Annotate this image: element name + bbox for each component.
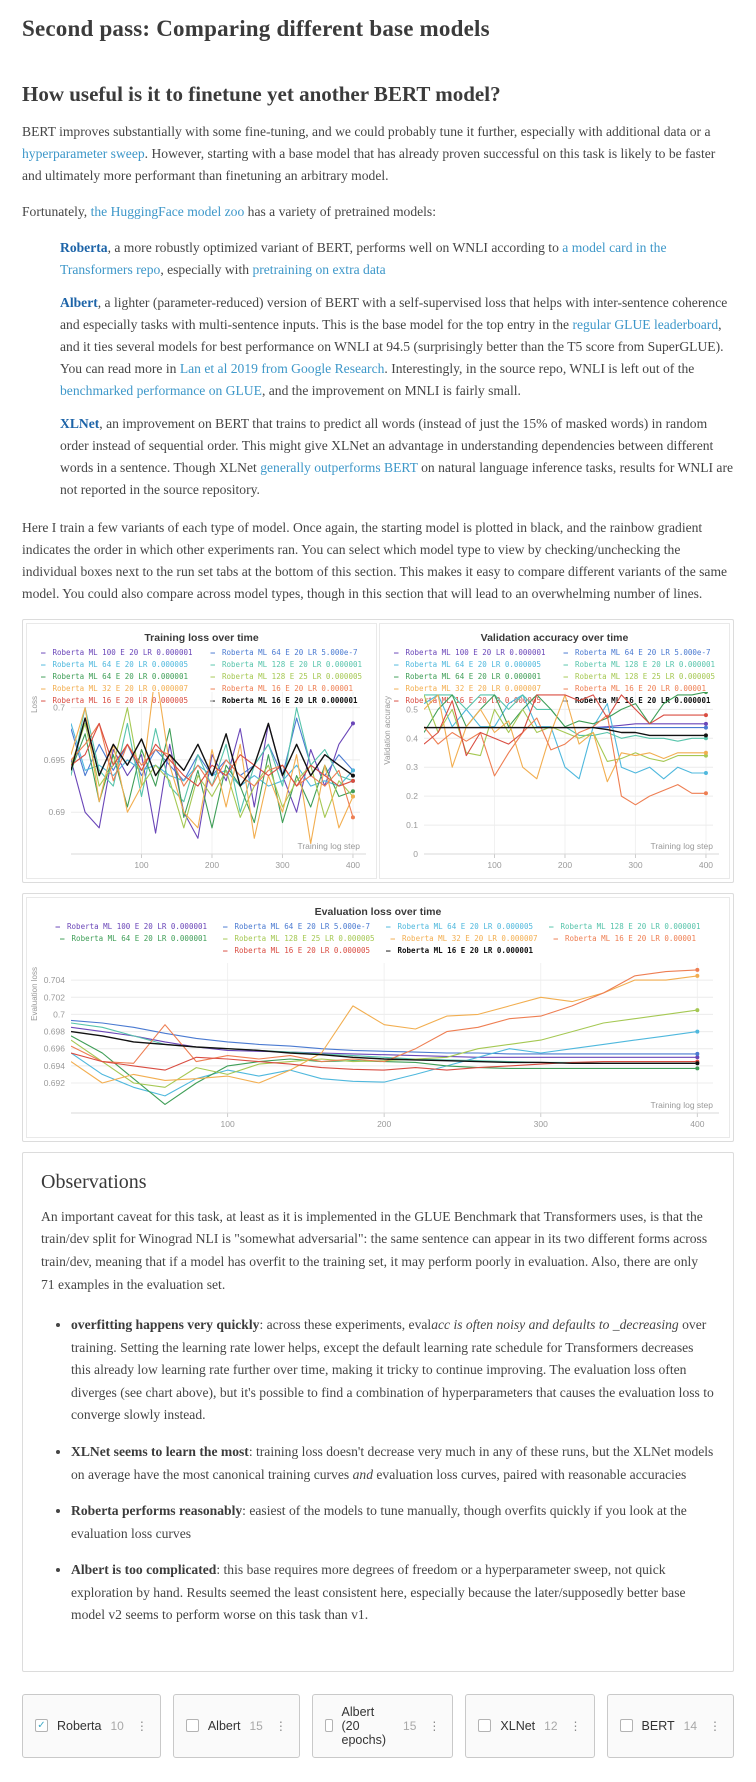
legend-label: Roberta ML 16 E 20 LR 0.00001 (575, 683, 706, 693)
svg-text:Validation accuracy: Validation accuracy (383, 696, 392, 766)
observations-intro (41, 1206, 715, 1296)
bold-text: overfitting happens very quickly (71, 1317, 260, 1333)
kebab-menu-icon[interactable]: ⋮ (569, 1718, 582, 1733)
legend-swatch-icon: — (386, 922, 391, 932)
run-count: 15 (403, 1718, 417, 1733)
legend-swatch-icon: — (548, 922, 554, 932)
legend-item[interactable] (41, 672, 193, 683)
text-span: . However, starting with a base model that has already proven successful on this task is likely to be faster and ultimately more performant than finetuning an arbitrary model. (22, 146, 716, 184)
text-span: Here I train a few variants of each type of model. Once again, the starting model is plotted in black, and the rainbow gradient indicates the order in which other experiments ran. You can select which model type to view by checking/unchecking the individual boxes next to the run set tabs at the bottom of this section. This makes it easy to compare different variants of the same model. You could also compare across model types, though in this section that will lead to an overwhelming number of lines. (22, 520, 728, 602)
legend-item[interactable] (564, 672, 716, 683)
legend-label: Roberta ML 16 E 20 LR 0.00001 (222, 683, 353, 693)
svg-text:200: 200 (204, 860, 220, 871)
section-title: How useful is it to finetune yet another BERT model? (22, 82, 501, 106)
observations-heading: Observations (41, 1170, 147, 1193)
svg-text:100: 100 (220, 1118, 235, 1129)
chart-title-training-loss: Training loss over time (144, 632, 259, 645)
text-span: An important caveat for this task, at least as it is implemented in the GLUE Benchmark that Transformers uses, is that the train/dev split for Winograd NLI is "somewhat adversarial": the same sentence can appear in its two different forms across train/dev, meaning that if a model has overfit to the training set, it may perform poorly in evaluation. Also, there are only 71 examples in the evaluation set. (41, 1208, 708, 1292)
text-span: , and it ties several models for best performance on WNLI at 94.5 (surprisingly better than the T5 score from SuperGLUE). You can read more in (60, 317, 724, 377)
svg-text:0.692: 0.692 (43, 1077, 65, 1088)
fortunately-paragraph (22, 201, 734, 223)
svg-text:Training log step: Training log step (297, 841, 360, 852)
legend-swatch-icon: — (41, 660, 46, 670)
legend-label: Roberta ML 64 E 20 LR 0.000001 (71, 934, 208, 944)
legend-label: Roberta ML 128 E 25 LR 0.000005 (222, 672, 362, 682)
page-title: Second pass: Comparing different base models (22, 16, 490, 41)
run-set-bar (22, 1694, 734, 1758)
text-link[interactable]: generally outperforms BERT (260, 460, 418, 476)
legend-item[interactable] (394, 648, 546, 659)
legend-label: Roberta ML 128 E 20 LR 0.000001 (222, 660, 362, 670)
legend-swatch-icon: — (223, 934, 228, 944)
text-span: , a lighter (parameter-reduced) version of BERT with a self-supervised loss that helps with inter-sentence coherence and especially tasks with multi-sentence inputs. This is the base model for the top entry in the (60, 295, 728, 333)
legend-item[interactable] (391, 934, 538, 945)
legend-item[interactable] (554, 934, 696, 945)
run-set-label: XLNet (500, 1718, 536, 1733)
kebab-menu-icon[interactable]: ⋮ (135, 1718, 148, 1733)
legend-label: Roberta ML 64 E 20 LR 0.000001 (52, 672, 188, 682)
text-link[interactable]: regular GLUE leaderboard (572, 317, 719, 333)
legend-label: Roberta ML 16 E 20 LR 0.000001 (222, 695, 358, 705)
top-charts-row (22, 619, 734, 883)
legend-item[interactable] (223, 946, 370, 957)
svg-text:Loss: Loss (30, 696, 39, 714)
observation-item (71, 1314, 715, 1427)
text-span: , an improvement on BERT that trains to predict all words (instead of just the 15% of masked words) in random order instead of sequential order. This might give XLNet an advantage in understanding dependencies between different words in a sentence. Though XLNet (60, 416, 714, 476)
svg-text:300: 300 (628, 860, 643, 871)
legend-item[interactable] (549, 922, 701, 933)
text-link[interactable]: Lan et al 2019 from Google Research (179, 361, 385, 377)
model-item-roberta (60, 237, 734, 281)
legend-label: Roberta ML 16 E 20 LR 0.000005 (234, 946, 370, 956)
run-set-label: BERT (641, 1718, 675, 1733)
italic-text: and (352, 1466, 373, 1482)
legend-swatch-icon: — (390, 934, 396, 944)
chart-legend (27, 922, 729, 957)
legend-label: Roberta ML 128 E 20 LR 0.000001 (560, 922, 701, 932)
svg-text:Evaluation loss: Evaluation loss (30, 966, 39, 1021)
legend-item[interactable] (56, 922, 208, 933)
legend-swatch-icon: — (563, 660, 569, 670)
svg-text:0.696: 0.696 (43, 1043, 65, 1054)
svg-text:0.69: 0.69 (48, 807, 65, 818)
text-span: : easiest of the models to tune manually, though overfits quickly if you look at the evaluation loss curves (71, 1503, 687, 1541)
observation-item (71, 1559, 715, 1627)
legend-item[interactable] (41, 660, 193, 671)
legend-item[interactable] (564, 660, 716, 671)
legend-swatch-icon: — (210, 695, 216, 705)
legend-label: Roberta ML 100 E 20 LR 0.000001 (405, 648, 546, 658)
run-count: 15 (249, 1718, 263, 1733)
svg-text:300: 300 (533, 1118, 548, 1129)
observation-item (71, 1500, 715, 1545)
kebab-menu-icon[interactable]: ⋮ (428, 1718, 441, 1733)
legend-label: Roberta ML 64 E 20 LR 0.000005 (397, 922, 533, 932)
evaluation-loss-panel[interactable] (26, 897, 730, 1138)
legend-label: Roberta ML 16 E 20 LR 0.000005 (405, 695, 541, 705)
legend-swatch-icon: — (394, 683, 399, 693)
legend-swatch-icon: — (210, 648, 216, 658)
model-item-xlnet (60, 413, 734, 501)
svg-text:0.698: 0.698 (43, 1026, 65, 1037)
model-name: Albert (60, 295, 98, 311)
svg-text:0.4: 0.4 (406, 733, 418, 744)
svg-text:100: 100 (487, 860, 502, 871)
legend-label: Roberta ML 32 E 20 LR 0.000007 (52, 683, 188, 693)
legend-label: Roberta ML 64 E 20 LR 5.000e-7 (575, 648, 711, 658)
chart-title-validation-accuracy: Validation accuracy over time (480, 632, 629, 645)
bold-text: Roberta performs reasonably (71, 1503, 243, 1519)
chart-title-evaluation-loss: Evaluation loss over time (314, 906, 442, 919)
legend-swatch-icon: — (563, 683, 569, 693)
svg-text:400: 400 (698, 860, 714, 871)
legend-item[interactable] (223, 934, 375, 945)
run-set-tab-xlnet[interactable] (465, 1694, 594, 1758)
intro-paragraph (22, 121, 734, 187)
legend-swatch-icon: — (563, 672, 569, 682)
svg-text:200: 200 (377, 1118, 392, 1129)
run-count: 14 (683, 1718, 697, 1733)
svg-text:0: 0 (413, 849, 418, 860)
legend-swatch-icon: — (394, 648, 399, 658)
training-loss-panel[interactable] (26, 623, 377, 879)
run-count: 10 (110, 1718, 124, 1733)
svg-text:100: 100 (134, 860, 149, 871)
run-set-tab-bert[interactable] (607, 1694, 734, 1758)
legend-swatch-icon: — (60, 934, 65, 944)
kebab-menu-icon[interactable]: ⋮ (709, 1718, 721, 1733)
svg-text:Training log step: Training log step (650, 841, 713, 852)
text-link[interactable]: benchmarked performance on GLUE (60, 383, 262, 399)
svg-text:0.3: 0.3 (406, 762, 418, 773)
validation-accuracy-panel[interactable] (379, 623, 730, 879)
bold-text: XLNet seems to learn the most (71, 1443, 249, 1459)
text-span: over training. Setting the learning rate lower helps, except the default learning rate schedule for Transformers decreases this already low learning rate further over time, making it tricky to continue improving. The evaluation loss often diverges (see chart above), but it's possible to find a combination of hyperparameters that causes the evaluation loss to converge slowly instead. (71, 1317, 714, 1423)
legend-item[interactable] (211, 660, 363, 671)
svg-text:0.7: 0.7 (53, 1009, 65, 1020)
text-span: BERT improves substantially with some fine-tuning, and we could probably tune it further, especially with additional data or a (22, 124, 711, 139)
svg-text:0.7: 0.7 (53, 702, 65, 713)
bold-text: Albert is too complicated (71, 1562, 217, 1578)
legend-label: Roberta ML 16 E 20 LR 0.000005 (52, 695, 188, 705)
observations-list (41, 1314, 715, 1627)
svg-text:200: 200 (557, 860, 573, 871)
svg-text:Training log step: Training log step (650, 1099, 713, 1110)
legend-label: Roberta ML 100 E 20 LR 0.000001 (52, 648, 193, 658)
italic-text: acc is often noisy and defaults to _decreasing (431, 1317, 679, 1333)
legend-swatch-icon: — (55, 922, 61, 932)
svg-text:300: 300 (275, 860, 290, 871)
legend-label: Roberta ML 32 E 20 LR 0.000007 (402, 934, 538, 944)
legend-item[interactable] (386, 946, 533, 957)
svg-text:0.2: 0.2 (406, 791, 418, 802)
svg-text:0.1: 0.1 (406, 820, 418, 831)
legend-swatch-icon: — (563, 695, 569, 705)
run-set-checkbox[interactable] (325, 1719, 333, 1732)
legend-swatch-icon: — (210, 660, 216, 670)
legend-item[interactable] (394, 660, 546, 671)
run-set-checkbox[interactable] (186, 1719, 199, 1732)
svg-text:0.695: 0.695 (43, 755, 65, 766)
legend-item[interactable] (211, 672, 363, 683)
run-set-label: Roberta (57, 1718, 102, 1733)
chart-legend (380, 648, 729, 705)
text-span: : this base requires more degrees of freedom or a hyperparameter sweep, not quick exploration by hand. Results seemed the least consistent here, especially because the later/supposedly better base model v2 seems to perform worse on this task than v1. (71, 1562, 686, 1623)
legend-item[interactable] (211, 648, 363, 659)
run-set-tab-roberta[interactable] (22, 1694, 161, 1758)
eval-chart-row (22, 893, 734, 1142)
legend-label: Roberta ML 128 E 25 LR 0.000005 (575, 672, 715, 682)
model-name: XLNet (60, 416, 100, 432)
legend-swatch-icon: — (41, 672, 46, 682)
legend-item[interactable] (60, 934, 207, 945)
legend-swatch-icon: — (394, 660, 399, 670)
text-span: has a variety of pretrained models: (244, 204, 437, 220)
kebab-menu-icon[interactable]: ⋮ (274, 1718, 287, 1733)
run-set-tab-albert[interactable] (173, 1694, 300, 1758)
legend-swatch-icon: — (394, 672, 399, 682)
legend-label: Roberta ML 16 E 20 LR 0.000001 (397, 946, 533, 956)
text-span: . Interestingly, in the source repo, WNLI is left out of the (384, 361, 695, 377)
evaluation-loss-chart[interactable] (27, 957, 729, 1137)
run-set-checkbox[interactable] (620, 1719, 633, 1732)
legend-swatch-icon: — (553, 934, 559, 944)
text-span: on natural language inference tasks, results for WNLI are not reported in the source repository. (60, 460, 734, 498)
run-set-label: Albert (207, 1718, 241, 1733)
legend-swatch-icon: — (386, 946, 391, 956)
training-loss-chart[interactable] (27, 683, 376, 878)
svg-text:0.694: 0.694 (43, 1060, 65, 1071)
observations-panel (22, 1152, 734, 1672)
legend-item[interactable] (41, 648, 193, 659)
text-link[interactable]: pretraining on extra data (252, 262, 386, 278)
legend-label: Roberta ML 100 E 20 LR 0.000001 (67, 922, 208, 932)
legend-swatch-icon: — (223, 922, 228, 932)
legend-item[interactable] (223, 922, 370, 933)
model-name: Roberta (60, 240, 108, 256)
legend-swatch-icon: — (41, 648, 46, 658)
legend-swatch-icon: — (41, 695, 46, 705)
model-list (22, 237, 734, 501)
svg-text:400: 400 (345, 860, 361, 871)
svg-text:0.704: 0.704 (43, 975, 65, 986)
text-span: evaluation loss curves, paired with reasonable accuracies (372, 1466, 687, 1482)
legend-swatch-icon: — (41, 683, 46, 693)
text-link[interactable]: hyperparameter sweep (22, 146, 145, 162)
legend-swatch-icon: — (210, 672, 216, 682)
legend-swatch-icon: — (394, 695, 399, 705)
text-span: Fortunately, (22, 204, 91, 220)
legend-item[interactable] (394, 672, 546, 683)
text-link[interactable]: a model card in the Transformers repo (60, 240, 667, 278)
legend-label: Roberta ML 16 E 20 LR 0.00001 (565, 934, 696, 944)
svg-text:0.5: 0.5 (406, 704, 418, 715)
legend-label: Roberta ML 16 E 20 LR 0.000001 (575, 695, 711, 705)
svg-text:400: 400 (690, 1118, 705, 1129)
run-set-checkbox[interactable] (478, 1719, 491, 1732)
text-span: , and the improvement on MNLI is fairly small. (261, 383, 521, 399)
legend-label: Roberta ML 64 E 20 LR 0.000005 (405, 660, 541, 670)
text-span: , a more robustly optimized variant of BERT, performs well on WNLI according to (107, 240, 563, 256)
legend-label: Roberta ML 32 E 20 LR 0.000007 (405, 683, 541, 693)
legend-label: Roberta ML 128 E 25 LR 0.000005 (234, 934, 375, 944)
legend-swatch-icon: — (563, 648, 569, 658)
svg-text:0.702: 0.702 (43, 992, 65, 1003)
legend-swatch-icon: — (210, 683, 216, 693)
legend-swatch-icon: — (223, 946, 228, 956)
charts-intro-paragraph (22, 517, 734, 605)
legend-item[interactable] (386, 922, 533, 933)
legend-item[interactable] (564, 648, 716, 659)
model-item-albert (60, 292, 734, 402)
run-set-label: Albert (20 epochs) (341, 1704, 386, 1747)
run-count: 12 (544, 1718, 558, 1733)
legend-label: Roberta ML 64 E 20 LR 5.000e-7 (222, 648, 358, 658)
legend-label: Roberta ML 64 E 20 LR 0.000005 (52, 660, 188, 670)
legend-label: Roberta ML 128 E 20 LR 0.000001 (575, 660, 715, 670)
text-link[interactable]: the HuggingFace model zoo (90, 204, 245, 220)
text-span: , especially with (160, 262, 253, 278)
legend-label: Roberta ML 64 E 20 LR 0.000001 (405, 672, 541, 682)
legend-label: Roberta ML 64 E 20 LR 5.000e-7 (234, 922, 370, 932)
text-span: : training loss doesn't decrease very much in any of these runs, but the XLNet models on average have the most canonical training curves (71, 1443, 714, 1482)
run-set-checkbox[interactable]: ✓ (35, 1719, 48, 1732)
validation-accuracy-chart[interactable] (380, 683, 729, 878)
text-span: : across these experiments, eval (259, 1317, 432, 1333)
observation-item (71, 1441, 715, 1486)
run-set-tab-albert-20-epochs[interactable] (312, 1694, 454, 1758)
